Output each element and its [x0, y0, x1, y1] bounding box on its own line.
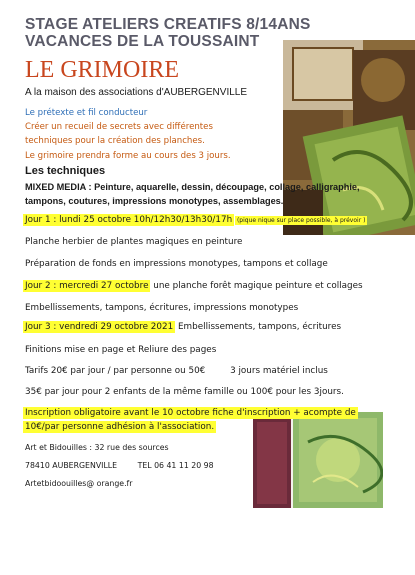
inscription-line-1: [25, 408, 358, 418]
day1-line: [25, 215, 367, 225]
day1-activity-1: Planche herbier de plantes magiques en peinture: [25, 237, 243, 247]
intro-line-1: Créer un recueil de secrets avec différentes: [25, 122, 213, 132]
day3-label: Jour 3 : vendredi 29 octobre 2021: [25, 322, 174, 332]
contact-city-line: [25, 461, 214, 470]
inscription-line-2: [25, 422, 216, 432]
day1-activity-2: Préparation de fonds en impressions monotypes, tampons et collage: [25, 259, 328, 269]
day3-line: [25, 322, 341, 332]
inscription-text-1: Inscription obligatoire avant le 10 octobre fiche d'inscription + acompte de: [25, 408, 356, 418]
intro-line-3: Le grimoire prendra forme au cours des 3 jours.: [25, 151, 231, 161]
collage-photo-top: [283, 40, 415, 235]
inscription-text-2: 10€/par personne adhésion à l'association.: [25, 422, 215, 432]
header-line-1: STAGE ATELIERS CREATIFS 8/14ANS: [25, 16, 311, 33]
intro-pretext: Le prétexte et fil conducteur: [25, 108, 148, 118]
page-title: LE GRIMOIRE: [25, 57, 179, 83]
day2-label: Jour 2 : mercredi 27 octobre: [25, 281, 149, 291]
day3-activity-2: Finitions mise en page et Reliure des pages: [25, 345, 217, 355]
grimoire-book-photo: [253, 412, 383, 508]
techniques-heading: Les techniques: [25, 165, 106, 177]
header-line-2: VACANCES DE LA TOUSSAINT: [25, 33, 260, 50]
tarifs-price: Tarifs 20€ par jour / par personne ou 50€: [25, 366, 206, 376]
contact-org: Art et Bidouilles : 32 rue des sources: [25, 443, 169, 452]
mixed-media-line-1: MIXED MEDIA : Peinture, aquarelle, dessin, découpage, collage, calligraphie,: [25, 182, 360, 192]
intro-line-2: techniques pour la création des planches.: [25, 136, 205, 146]
contact-city: 78410 AUBERGENVILLE: [25, 461, 118, 470]
contact-email: Artetbidoouilles@ orange.fr: [25, 479, 133, 488]
day2-activity-2: Embellissements, tampons, écritures, impressions monotypes: [25, 303, 299, 313]
family-price: 35€ par jour pour 2 enfants de la même famille ou 100€ pour les 3jours.: [25, 387, 344, 397]
mixed-media-line-2: tampons, coutures, impressions monotypes, assemblages.: [25, 196, 284, 206]
day2-line: [25, 281, 363, 291]
day1-note: (pique nique sur place possible, à prévoir ): [236, 217, 366, 224]
contact-phone: TEL 06 41 11 20 98: [137, 461, 214, 470]
tarifs-materials: 3 jours matériel inclus: [230, 366, 328, 376]
day2-activity-1: une planche forêt magique peinture et collages: [150, 281, 363, 291]
page-subtitle: A la maison des associations d'AUBERGENVILLE: [25, 87, 248, 98]
tarifs-line: [25, 366, 328, 376]
day3-activity-1: Embellissements, tampons, écritures: [175, 322, 342, 332]
day1-label: Jour 1 : lundi 25 octobre 10h/12h30/13h30/17h: [25, 215, 233, 225]
